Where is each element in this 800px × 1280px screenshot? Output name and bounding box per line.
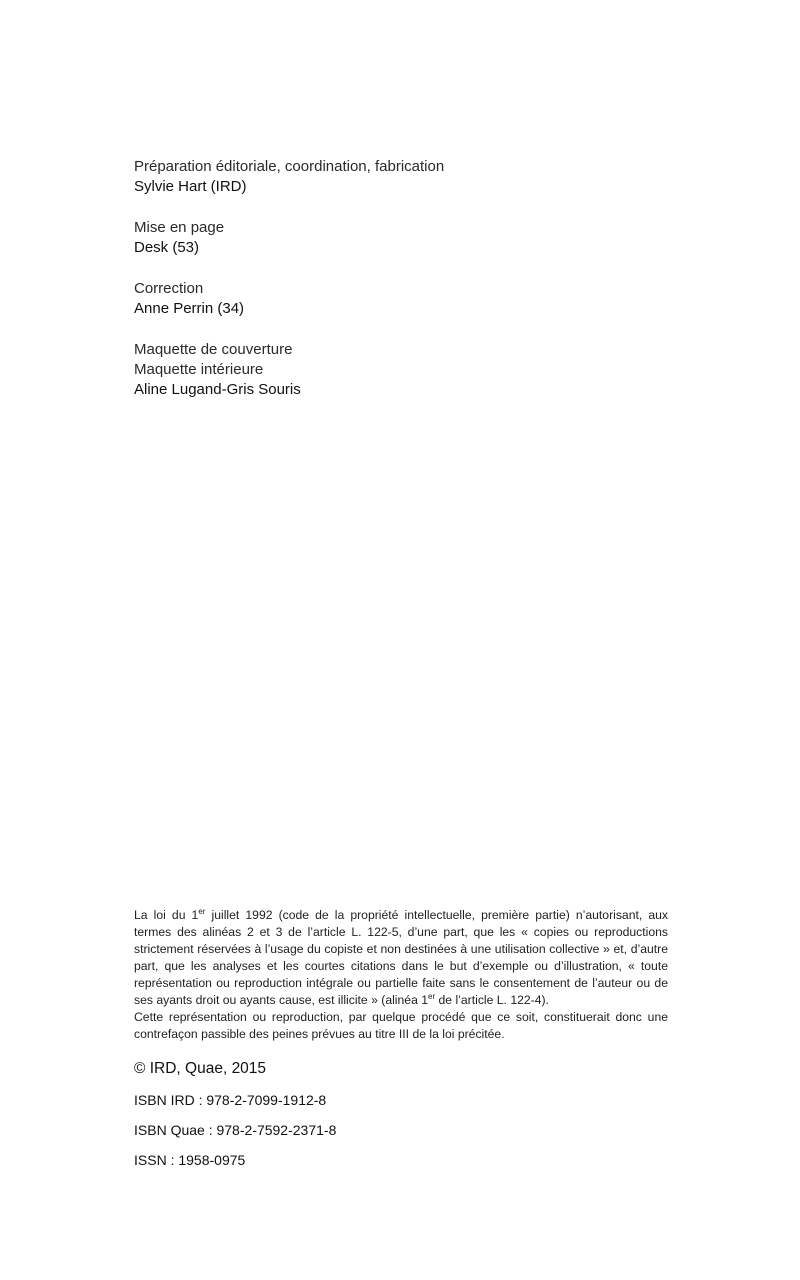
- legal-text: La loi du 1: [134, 908, 199, 922]
- credit-role: Maquette de couverture: [134, 341, 293, 358]
- legal-paragraph: [134, 907, 668, 1009]
- isbn-quae: ISBN Quae : 978-2-7592-2371-8: [134, 1122, 337, 1138]
- credit-role: Maquette intérieure: [134, 361, 264, 378]
- legal-text: de l’article L. 122-4).: [435, 993, 549, 1007]
- credit-name: Aline Lugand-Gris Souris: [134, 381, 301, 398]
- credit-layout: [134, 218, 674, 258]
- legal-text: juillet 1992 (code de la propriété intellectuelle, première partie) n’autorisant, aux termes des alinéas 2 et 3 de l’article L. 122-5, d’une part, que les « copies ou reproductions strictement réservées à l’usage du copiste et non destinées à une utilisation collective » et, d’autre part, que les analyses et les courtes citations dans le but d’exemple ou d’illustration, « toute représentation ou reproduction intégrale ou partielle faite sans le consentement de l’auteur ou de ses ayants droit ou ayants cause, est illicite » (alinéa 1: [134, 908, 668, 1007]
- superscript: er: [198, 907, 206, 916]
- credit-role: Mise en page: [134, 219, 225, 236]
- legal-paragraph: Cette représentation ou reproduction, par quelque procédé que ce soit, constituerait donc une contrefaçon passible des peines prévues au titre III de la loi précitée.: [134, 1010, 668, 1041]
- copyright-line: © IRD, Quae, 2015: [134, 1060, 267, 1077]
- legal-notice: [134, 907, 668, 1043]
- isbn-ird: ISBN IRD : 978-2-7099-1912-8: [134, 1092, 327, 1108]
- credit-role: Préparation éditoriale, coordination, fabrication: [134, 158, 445, 175]
- superscript: er: [428, 992, 436, 1001]
- credit-editorial: [134, 157, 674, 197]
- credit-name: Sylvie Hart (IRD): [134, 178, 247, 195]
- credit-name: Desk (53): [134, 239, 200, 256]
- credit-role: Correction: [134, 280, 204, 297]
- credits-section: [134, 157, 674, 421]
- issn: ISSN : 1958-0975: [134, 1152, 246, 1168]
- credit-design: [134, 340, 674, 400]
- credit-name: Anne Perrin (34): [134, 300, 245, 317]
- credit-correction: [134, 279, 674, 319]
